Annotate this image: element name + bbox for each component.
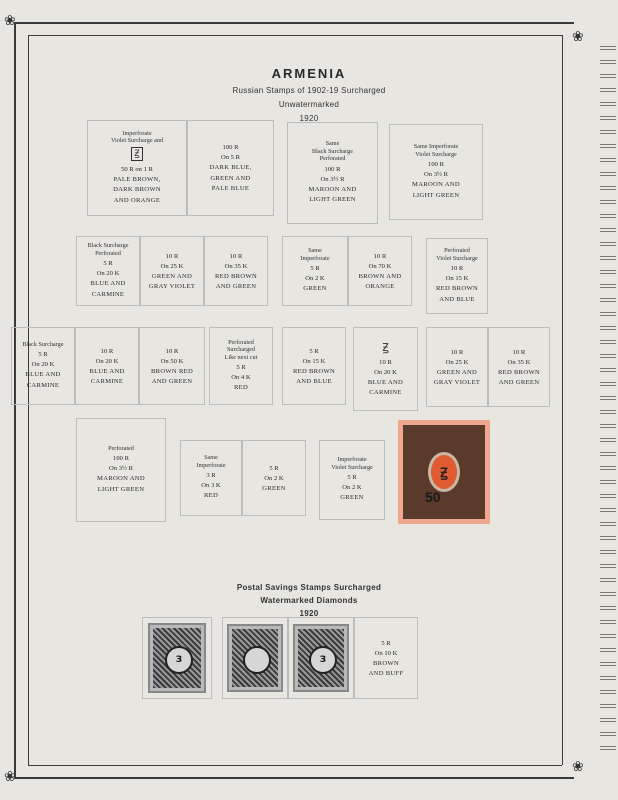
space-value: 10 R On 20 K	[95, 347, 119, 365]
postal-savings-stamp[interactable]	[148, 623, 206, 693]
space-value: 3 R On 3 K	[201, 472, 221, 490]
space-value: 10 R On 50 K	[160, 347, 184, 365]
space-value: 10 R On 70 K	[368, 252, 392, 270]
corner-ornament-top-left-icon: ❀	[4, 13, 16, 29]
page-subtitle: Russian Stamps of 1902-19 Surcharged	[232, 86, 386, 95]
space-description: RED BROWN AND BLUE	[292, 367, 336, 385]
surcharge-monogram-icon: Ꙃ	[440, 466, 448, 481]
frame-inner-right	[562, 35, 563, 765]
space-value: 10 R On 25 K	[160, 252, 184, 270]
stamp-space[interactable]	[139, 327, 205, 405]
space-description: GREEN	[303, 285, 327, 293]
space-description: RED BROWN AND GREEN	[497, 368, 541, 386]
space-note: Same Imperforate Violet Surcharge	[413, 143, 459, 158]
space-note: Imperforate Violet Surcharge and	[110, 129, 164, 145]
space-description: GREEN	[340, 494, 364, 502]
stamp-space[interactable]	[11, 327, 75, 405]
space-description: RED	[203, 492, 219, 500]
space-description: BLUE AND CARMINE	[367, 378, 404, 396]
space-value: 5 R On 4 K	[231, 364, 251, 381]
space-note: Same Black Surcharge Perforated	[312, 140, 353, 163]
mounted-stamp-50r[interactable]	[398, 420, 490, 524]
value-circle-icon: З	[165, 646, 193, 674]
space-description: GREEN AND GRAY VIOLET	[148, 272, 196, 290]
corner-ornament-bottom-right-icon: ❀	[572, 759, 584, 775]
stamp-space[interactable]	[353, 327, 418, 411]
stamp-space[interactable]	[87, 120, 187, 216]
page-watermark-note: Unwatermarked	[278, 100, 340, 109]
stamp-surcharge-text: 50	[425, 489, 441, 505]
space-note: Black Surcharge	[22, 340, 64, 348]
stamp-space[interactable]	[75, 327, 139, 405]
space-description: BLUE AND CARMINE	[89, 367, 125, 385]
space-value: 10 R On 35 K	[507, 348, 531, 366]
stamp-space[interactable]	[180, 440, 242, 516]
value-circle-icon: З	[309, 646, 337, 674]
space-value: 5 R On 20 K	[31, 351, 55, 369]
space-description: BROWN RED AND GREEN	[150, 367, 194, 385]
corner-ornament-bottom-left-icon: ❀	[4, 769, 16, 785]
space-description: BLUE AND CARMINE	[90, 280, 126, 298]
page-title: ARMENIA	[271, 66, 347, 81]
stamp-center-oval	[428, 452, 460, 492]
space-description: BROWN AND BUFF	[368, 659, 404, 677]
binding-rail	[600, 40, 616, 760]
page-year: 1920	[299, 114, 319, 123]
postal-savings-stamp[interactable]	[293, 624, 349, 692]
space-value: 5 R On 10 K	[374, 639, 398, 657]
space-note: Perforated	[108, 444, 134, 452]
space-value: 100 R On 3½ R	[109, 455, 133, 473]
frame-bottom-rule	[14, 777, 574, 779]
space-value: 5 R On 2 K	[305, 265, 325, 283]
space-description: GREEN	[262, 484, 286, 492]
space-description: MAROON AND LIGHT GREEN	[97, 475, 145, 493]
space-description: GREEN AND GRAY VIOLET	[433, 368, 481, 386]
stamp-space[interactable]	[287, 122, 378, 224]
space-value: 100 R On 3½ R	[320, 165, 345, 183]
stamp-space[interactable]	[288, 617, 354, 699]
surcharge-glyph-icon: Ꙃ	[382, 340, 389, 354]
space-note: Imperforate Violet Surcharge	[331, 456, 373, 471]
stamp-space[interactable]	[282, 327, 346, 405]
stamp-space[interactable]	[76, 418, 166, 522]
space-value: 5 R On 15 K	[302, 347, 326, 365]
space-value: 100 R On 5 R	[220, 144, 241, 162]
stamp-space[interactable]	[488, 327, 550, 407]
stamp-space[interactable]	[187, 120, 274, 216]
stamp-space[interactable]	[76, 236, 140, 306]
stamp-space[interactable]	[319, 440, 385, 520]
stamp-space[interactable]	[389, 124, 483, 220]
stamp-space[interactable]	[282, 236, 348, 306]
space-value: 5 R On 20 K	[96, 260, 120, 277]
space-description: MAROON AND LIGHT GREEN	[412, 181, 460, 199]
space-note: Perforated Violet Surcharge	[436, 247, 478, 262]
postal-savings-stamp[interactable]	[227, 624, 283, 692]
section-subtitle: Watermarked Diamonds	[260, 596, 358, 605]
space-note: Black Surcharge Perforated	[87, 242, 129, 257]
space-description: MAROON AND LIGHT GREEN	[308, 185, 357, 204]
stamp-space[interactable]	[142, 617, 212, 699]
stamp-space[interactable]	[348, 236, 412, 306]
section-year: 1920	[299, 609, 319, 618]
frame-inner-bottom	[28, 765, 562, 766]
stamp-space[interactable]	[204, 236, 268, 306]
space-value: 10 R On 25 K	[445, 348, 469, 366]
stamp-space[interactable]	[140, 236, 204, 306]
frame-inner-top	[28, 35, 562, 36]
space-description: DARK BLUE, GREEN AND PALE BLUE	[209, 164, 252, 193]
eagle-emblem-icon	[243, 646, 271, 674]
space-description: BLUE AND CARMINE	[25, 371, 61, 389]
section-title: Postal Savings Stamps Surcharged	[236, 583, 382, 592]
stamp-design	[403, 425, 485, 519]
space-description: RED	[233, 384, 249, 391]
space-description: RED BROWN AND GREEN	[214, 272, 258, 290]
stamp-space[interactable]	[222, 617, 288, 699]
stamp-space[interactable]	[426, 327, 488, 407]
stamp-space[interactable]	[242, 440, 306, 516]
stamp-space[interactable]	[354, 617, 418, 699]
frame-top-rule	[14, 22, 574, 24]
space-description: PALE BROWN, DARK BROWN AND ORANGE	[113, 175, 161, 204]
space-value: 10 R On 15 K	[445, 265, 469, 282]
space-value: 50 R on 1 R	[121, 165, 153, 173]
space-description: RED BROWN AND BLUE	[435, 285, 479, 303]
corner-ornament-top-right-icon: ❀	[572, 29, 584, 45]
space-note: Same Imperforate	[196, 454, 226, 469]
space-value: 5 R On 2 K	[264, 464, 284, 482]
space-note: Perforated Surcharged Like next cut	[224, 338, 258, 361]
space-value: 5 R On 2 K	[342, 474, 362, 492]
space-description: BROWN AND ORANGE	[358, 272, 402, 290]
space-note: Same Imperforate	[300, 247, 330, 262]
space-value: 10 R On 35 K	[224, 252, 248, 270]
stamp-space[interactable]	[209, 327, 273, 405]
space-value: 100 R On 3½ R	[424, 161, 448, 178]
space-value: 10 R On 20 K	[374, 358, 397, 376]
surcharge-glyph-icon: Ꙃ	[131, 147, 142, 161]
stamp-space[interactable]	[426, 238, 488, 314]
